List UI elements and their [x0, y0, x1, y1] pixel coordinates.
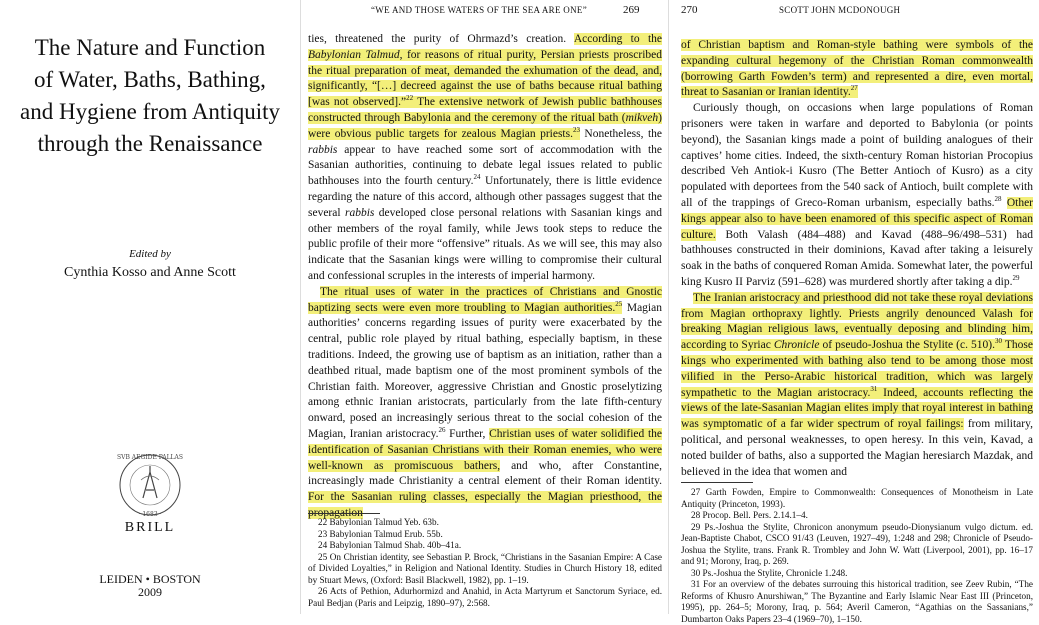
- footnote: 25 On Christian identity, see Sebastian P. Brock, “Christians in the Sasanian Empire: A Case of Divided Loyalties,” in Religion and National Identity. Studies in Church History 18, edited by Stuart Mews, (Oxford: Basil Blackwell, 1982), pp. 1–19.: [308, 551, 662, 585]
- page-number: 270: [681, 4, 698, 16]
- running-head: “WE AND THOSE WATERS OF THE SEA ARE ONE”: [371, 5, 588, 15]
- brill-seal-logo: [115, 450, 185, 520]
- footnote: 24 Babylonian Talmud Shab. 40b–41a.: [318, 540, 462, 550]
- running-head: SCOTT JOHN MCDONOUGH: [779, 5, 901, 15]
- editors-names: Cynthia Kosso and Anne Scott: [64, 265, 236, 280]
- footnote: 23 Babylonian Talmud Erub. 55b.: [318, 528, 443, 539]
- footnotes: [308, 517, 662, 609]
- page-269: [300, 0, 669, 614]
- paragraph: of Christian baptism and Roman-style bathing were symbols of the expanding cultural hegemony of the Christian Roman commonwealth (borrowing Garth Fowden’s term) and represented a dire, even mortal, threat to Sasanian or Iranian identity.$^{27}$: [681, 39, 1033, 99]
- footnote: 28 Procop. Bell. Pers. 2.14.1–4.: [691, 510, 808, 520]
- footnote-rule: [681, 482, 753, 483]
- svg-text:· 1683 ·: · 1683 ·: [138, 511, 162, 518]
- footnote: 31 For an overview of the debates surrouing this historical tradition, see Zeev Rubin, “The Reforms of Khusro Anurshiwan,” The Byzantine and Early Islamic Near East III (Princeton, 1995), pp. 264–5; Morony, Iraq, p. 564; Averil Cameron, “Agathias on the Sassanians,” Dumbarton Oaks Papers 23–4 (1969–70), 1–150.: [681, 579, 1033, 624]
- footnote: 22 Babylonian Talmud Yeb. 63b.: [318, 517, 439, 527]
- page-number: 269: [623, 4, 640, 16]
- footnote-rule: [308, 513, 380, 514]
- footnote: 29 Ps.-Joshua the Stylite, Chronicon anonymum pseudo-Dionysianum vulgo dictum. ed. Jean-Baptiste Chabot, CSCO 91/43 (Leuven, 1927–49), 1:248 and 298; Chronicle of Pseudo-Joshua the Stylite, trans. Frank R. Trombley and John W. Watt (Liverpool, 2001), pp. 16–17 and 91; Morony, Iraq, p. 269.: [681, 521, 1033, 566]
- book-title-page: [0, 0, 300, 614]
- edited-by-label: Edited by: [129, 248, 171, 260]
- paragraph: ties, threatened the purity of Ohrmazd’s creation. According to the Babylonian Talmud, for reasons of ritual purity, Persian priests proscribed the ritual preparation of meat, demanded the exhumation of the dead, and, significantly, “[…] decreed against the use of baths because ritual bathing [was not observed].”$^{22}$ The extensive network of Jewish public bathhouses constructed through Babylonia and the ceremony of the ritual bath (mikveh) were obvious public targets for zealous Magian priests.$^{23}$ Nonetheless, the rabbis appear to have reached some sort of accommodation with the Sasanian authorities, continuing to debate legal issues related to public bathhouses into the fourth century.$^{24}$ Unfortunately, there is little evidence regarding the nature of this accord, although other passages suggest that the several rabbis developed close personal relations with Sasanian kings and other members of the royal family, while Jews took steps to reduce the public profile of their more “offensive” rituals. As we will see, this may also indicate that the Sasanian kings were willing to compromise their cultural and confessional scruples in the interests of imperial harmony.: [308, 33, 663, 282]
- publisher-name: BRILL: [124, 520, 176, 535]
- publisher-cities: LEIDEN • BOSTON: [99, 572, 201, 586]
- footnotes: [681, 487, 1033, 625]
- book-title: The Nature and Function of Water, Baths, Bathing, and Hygiene from Antiquity through the Renaissance: [20, 35, 280, 156]
- footnote: 26 Acts of Pethion, Adurhormizd and Anahid, in Acta Martyrum et Sanctorum Syriace, ed. Paul Bedjan (Paris and Leipzig, 1890–97), 2:568.: [308, 586, 662, 608]
- svg-text:SVB AEGIDE PALLAS: SVB AEGIDE PALLAS: [117, 454, 183, 461]
- paragraph: The ritual uses of water in the practices of Christians and Gnostic baptizing sects were even more troubling to Magian authorities.$^{25}$ Magian authorities’ concerns regarding issues of purity were exacerbated by the central, public role played by ritual bathing, especially baptism, in these traditions. Indeed, the growing use of baptism as an initiation, rather than a deathbed ritual, made baptism one of the most prominent symbols of the Christian faith. Moreover, aggressive Christian and Gnostic proselytizing among ethnic Iranian aristocrats, particularly from the late fifth-century onward, posed an increasingly serious threat to the social cohesion of the Magian, Iranian aristocracy.$^{26}$ Further, Christian uses of water solidified the identification of Sasanian Christians with their Roman enemies, who were well-known as promiscuous bathers, and who, after Constantine, increasingly made Christianity a central element of their Roman identity. For the Sasanian ruling classes, especially the Magian priesthood, the propagation: [308, 285, 663, 519]
- body-text: [681, 38, 1033, 480]
- footnote: 30 Ps.-Joshua the Stylite, Chronicle 1.248.: [691, 567, 848, 578]
- page-270: [668, 0, 1039, 624]
- body-text: [308, 32, 662, 522]
- footnote: 27 Garth Fowden, Empire to Commonwealth: Consequences of Monotheism in Late Antiquity (Princeton, 1993).: [681, 487, 1033, 509]
- paragraph: The Iranian aristocracy and priesthood did not take these royal deviations from Magian orthopraxy lightly. Priests angrily denounced Valash for breaking Magian religious laws, eventually deposing and blinding him, according to Syriac Chronicle of pseudo-Joshua the Stylite (c. 510).$^{30}$ Those kings who experimented with bathing also tend to be among those most vilified in the Perso-Arabic historical tradition, which was largely sympathetic to the Magian aristocracy.$^{31}$ Indeed, accounts reflecting the views of the late-Sasanian Magian elites imply that royal interest in bathing was symptomatic of a far wider spectrum of royal failings: from military, political, and personal weaknesses, to open heresy. In this vein, Kavad, a noted builder of baths, also a supported the Magian heresiarch Mazdak, and believed in the idea that women and: [681, 291, 1033, 478]
- paragraph: Curiously though, on occasions when large populations of Roman prisoners were taken in warfare and deported to Babylonia (or points beyond), the Sasanian kings made a point of building analogues of their captives’ home cities. Indeed, the sixth-century Roman historian Procopius described Veh Antiok-i Kusro (The Better Antioch of Kusro) as a city populated with deportees from the 540 sack of Antioch, built complete with all of the trappings of Greco-Roman urbanism, especially baths.$^{28}$ Other kings appear also to have been enamored of this specific aspect of Roman culture. Both Valash (484–488) and Kavad (488–96/498–531) had bathhouses constructed in their dominions, Kavad after taking a leisurely soak in the baths of conquered Roman Amida. Somewhat later, the powerful king Kusro II Parviz (591–628) was murdered shortly after taking a dip.$^{29}$: [681, 102, 1033, 288]
- publication-year: 2009: [138, 585, 162, 599]
